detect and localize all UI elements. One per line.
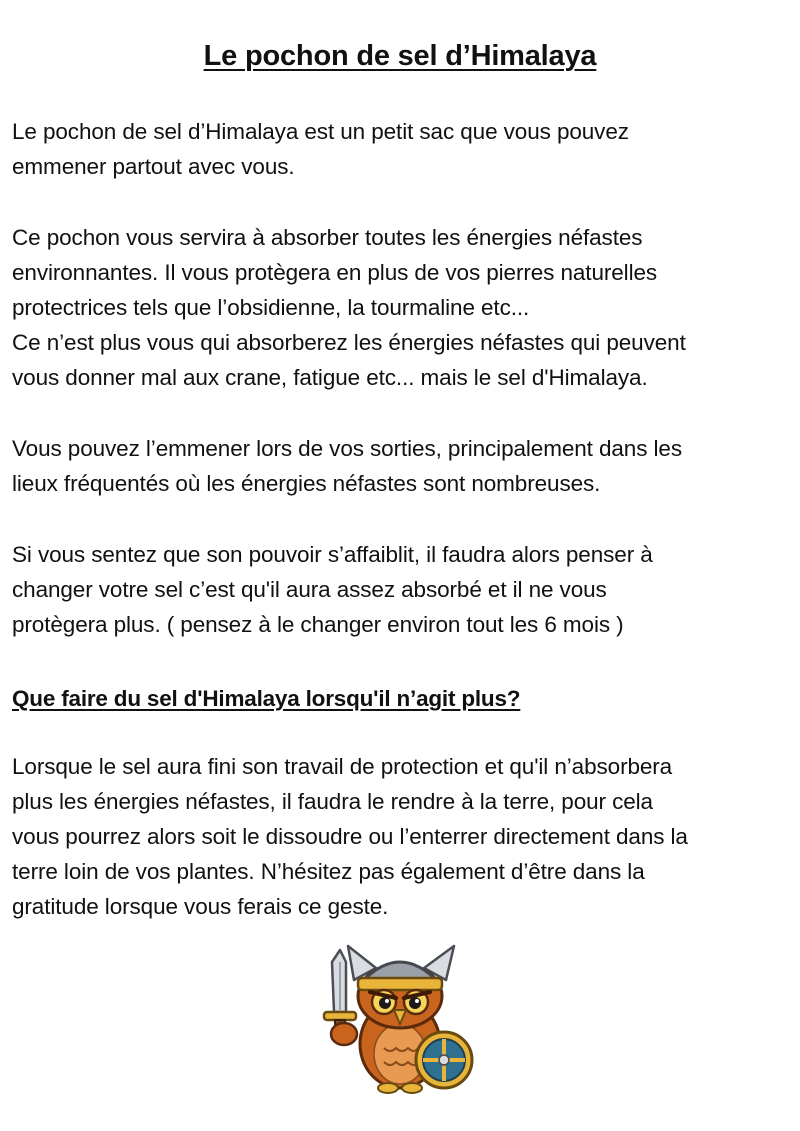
paragraph-closing: Lorsque le sel aura fini son travail de protection et qu'il n’absorbera plus les énergies néfastes, il faudra le rendre à la terre, pour cela vous pourrez alors soit le dissoudre ou l’enterrer directement dans la terre loin de vos plantes. N’hésitez pas également d’être dans la gratitude lorsque vous ferais ce geste. [12,754,688,919]
shield-icon [416,1032,472,1088]
viking-owl-icon [318,940,482,1104]
paragraph-energies: Ce pochon vous servira à absorber toutes les énergies néfastes environnantes. Il vous protègera en plus de vos pierres naturelles protectrices tels que l’obsidienne, la tourmaline etc... Ce n’est plus vous qui absorberez les énergies néfastes qui peuvent vous donner mal aux crane, fatigue etc... mais le sel d'Himalaya. [12,225,686,390]
section-heading: Que faire du sel d'Himalaya lorsqu'il n’agit plus? [12,686,521,711]
paragraph-changer: Si vous sentez que son pouvoir s’affaiblit, il faudra alors penser à changer votre sel c’est qu'il aura assez absorbé et il ne vous protègera plus. ( pensez à le changer environ tout les 6 mois ) [12,542,653,637]
page-title: Le pochon de sel d’Himalaya [203,40,597,72]
paragraph-sorties: Vous pouvez l’emmener lors de vos sorties, principalement dans les lieux fréquentés où les énergies néfastes sont nombreuses. [12,436,682,496]
paragraph-intro: Le pochon de sel d’Himalaya est un petit sac que vous pouvez emmener partout avec vous. [12,119,629,179]
